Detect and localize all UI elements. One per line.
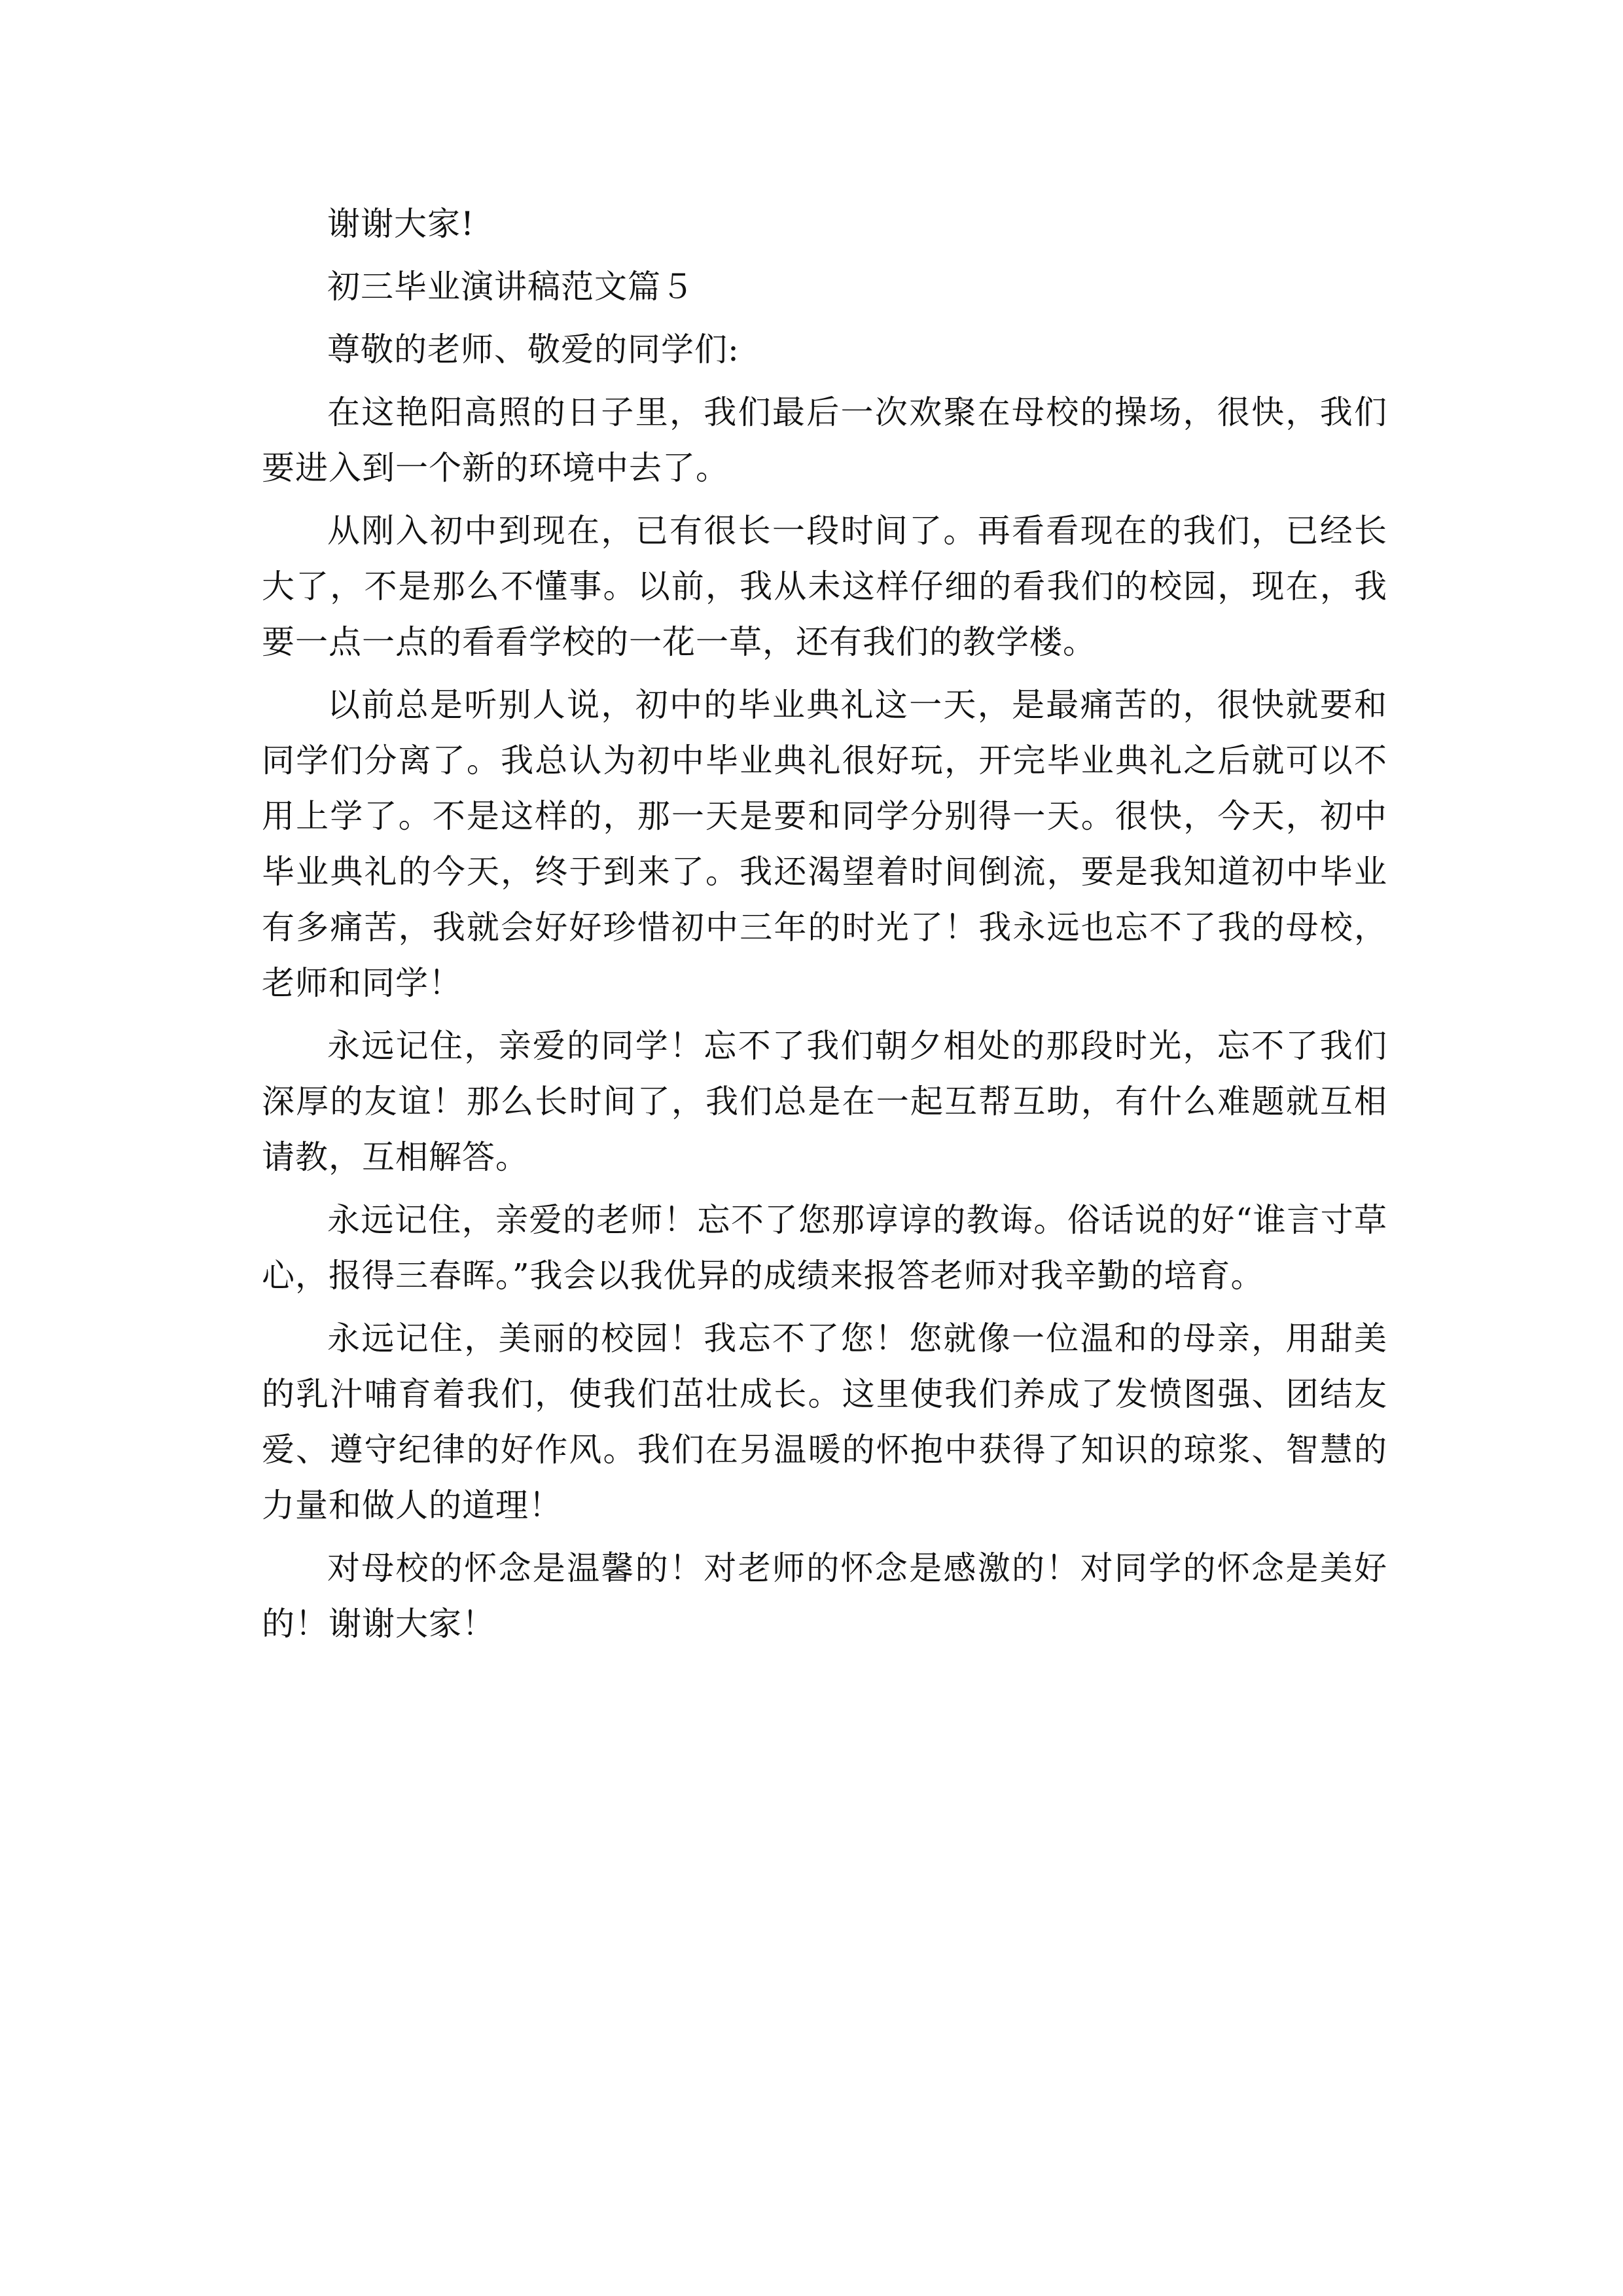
body-paragraph: 永远记住，亲爱的老师！忘不了您那谆谆的教诲。俗话说的好“谁言寸草心，报得三春晖。”我会以我优异的成绩来报答老师对我辛勤的培育。	[262, 1201, 1387, 1295]
closing-paragraph: 对母校的怀念是温馨的！对老师的怀念是感激的！对同学的怀念是美好的！谢谢大家！	[262, 1549, 1387, 1643]
body-paragraph: 永远记住，亲爱的同学！忘不了我们朝夕相处的那段时光，忘不了我们深厚的友谊！那么长时间了，我们总是在一起互帮互助，有什么难题就互相请教，互相解答。	[262, 1027, 1387, 1176]
salutation: 尊敬的老师、敬爱的同学们:	[327, 331, 740, 368]
section-heading: 初三毕业演讲稿范文篇５	[327, 268, 694, 306]
closing-thanks-previous: 谢谢大家!	[327, 205, 475, 243]
document-body	[262, 196, 1387, 1659]
body-paragraph: 在这艳阳高照的日子里，我们最后一次欢聚在母校的操场，很快，我们要进入到一个新的环境中去了。	[262, 393, 1387, 487]
body-paragraph: 以前总是听别人说，初中的毕业典礼这一天，是最痛苦的，很快就要和同学们分离了。我总认为初中毕业典礼很好玩，开完毕业典礼之后就可以不用上学了。不是这样的，那一天是要和同学分别得一天。很快，今天，初中毕业典礼的今天，终于到来了。我还渴望着时间倒流，要是我知道初中毕业有多痛苦，我就会好好珍惜初中三年的时光了！我永远也忘不了我的母校，老师和同学！	[262, 686, 1387, 1002]
body-paragraph: 从刚入初中到现在，已有很长一段时间了。再看看现在的我们，已经长大了，不是那么不懂事。以前，我从未这样仔细的看我们的校园，现在，我要一点一点的看看学校的一花一草，还有我们的教学楼。	[262, 512, 1387, 661]
body-paragraph: 永远记住，美丽的校园！我忘不了您！您就像一位温和的母亲，用甜美的乳汁哺育着我们，使我们茁壮成长。这里使我们养成了发愤图强、团结友爱、遵守纪律的好作风。我们在另温暖的怀抱中获得了知识的琼浆、智慧的力量和做人的道理！	[262, 1319, 1387, 1524]
